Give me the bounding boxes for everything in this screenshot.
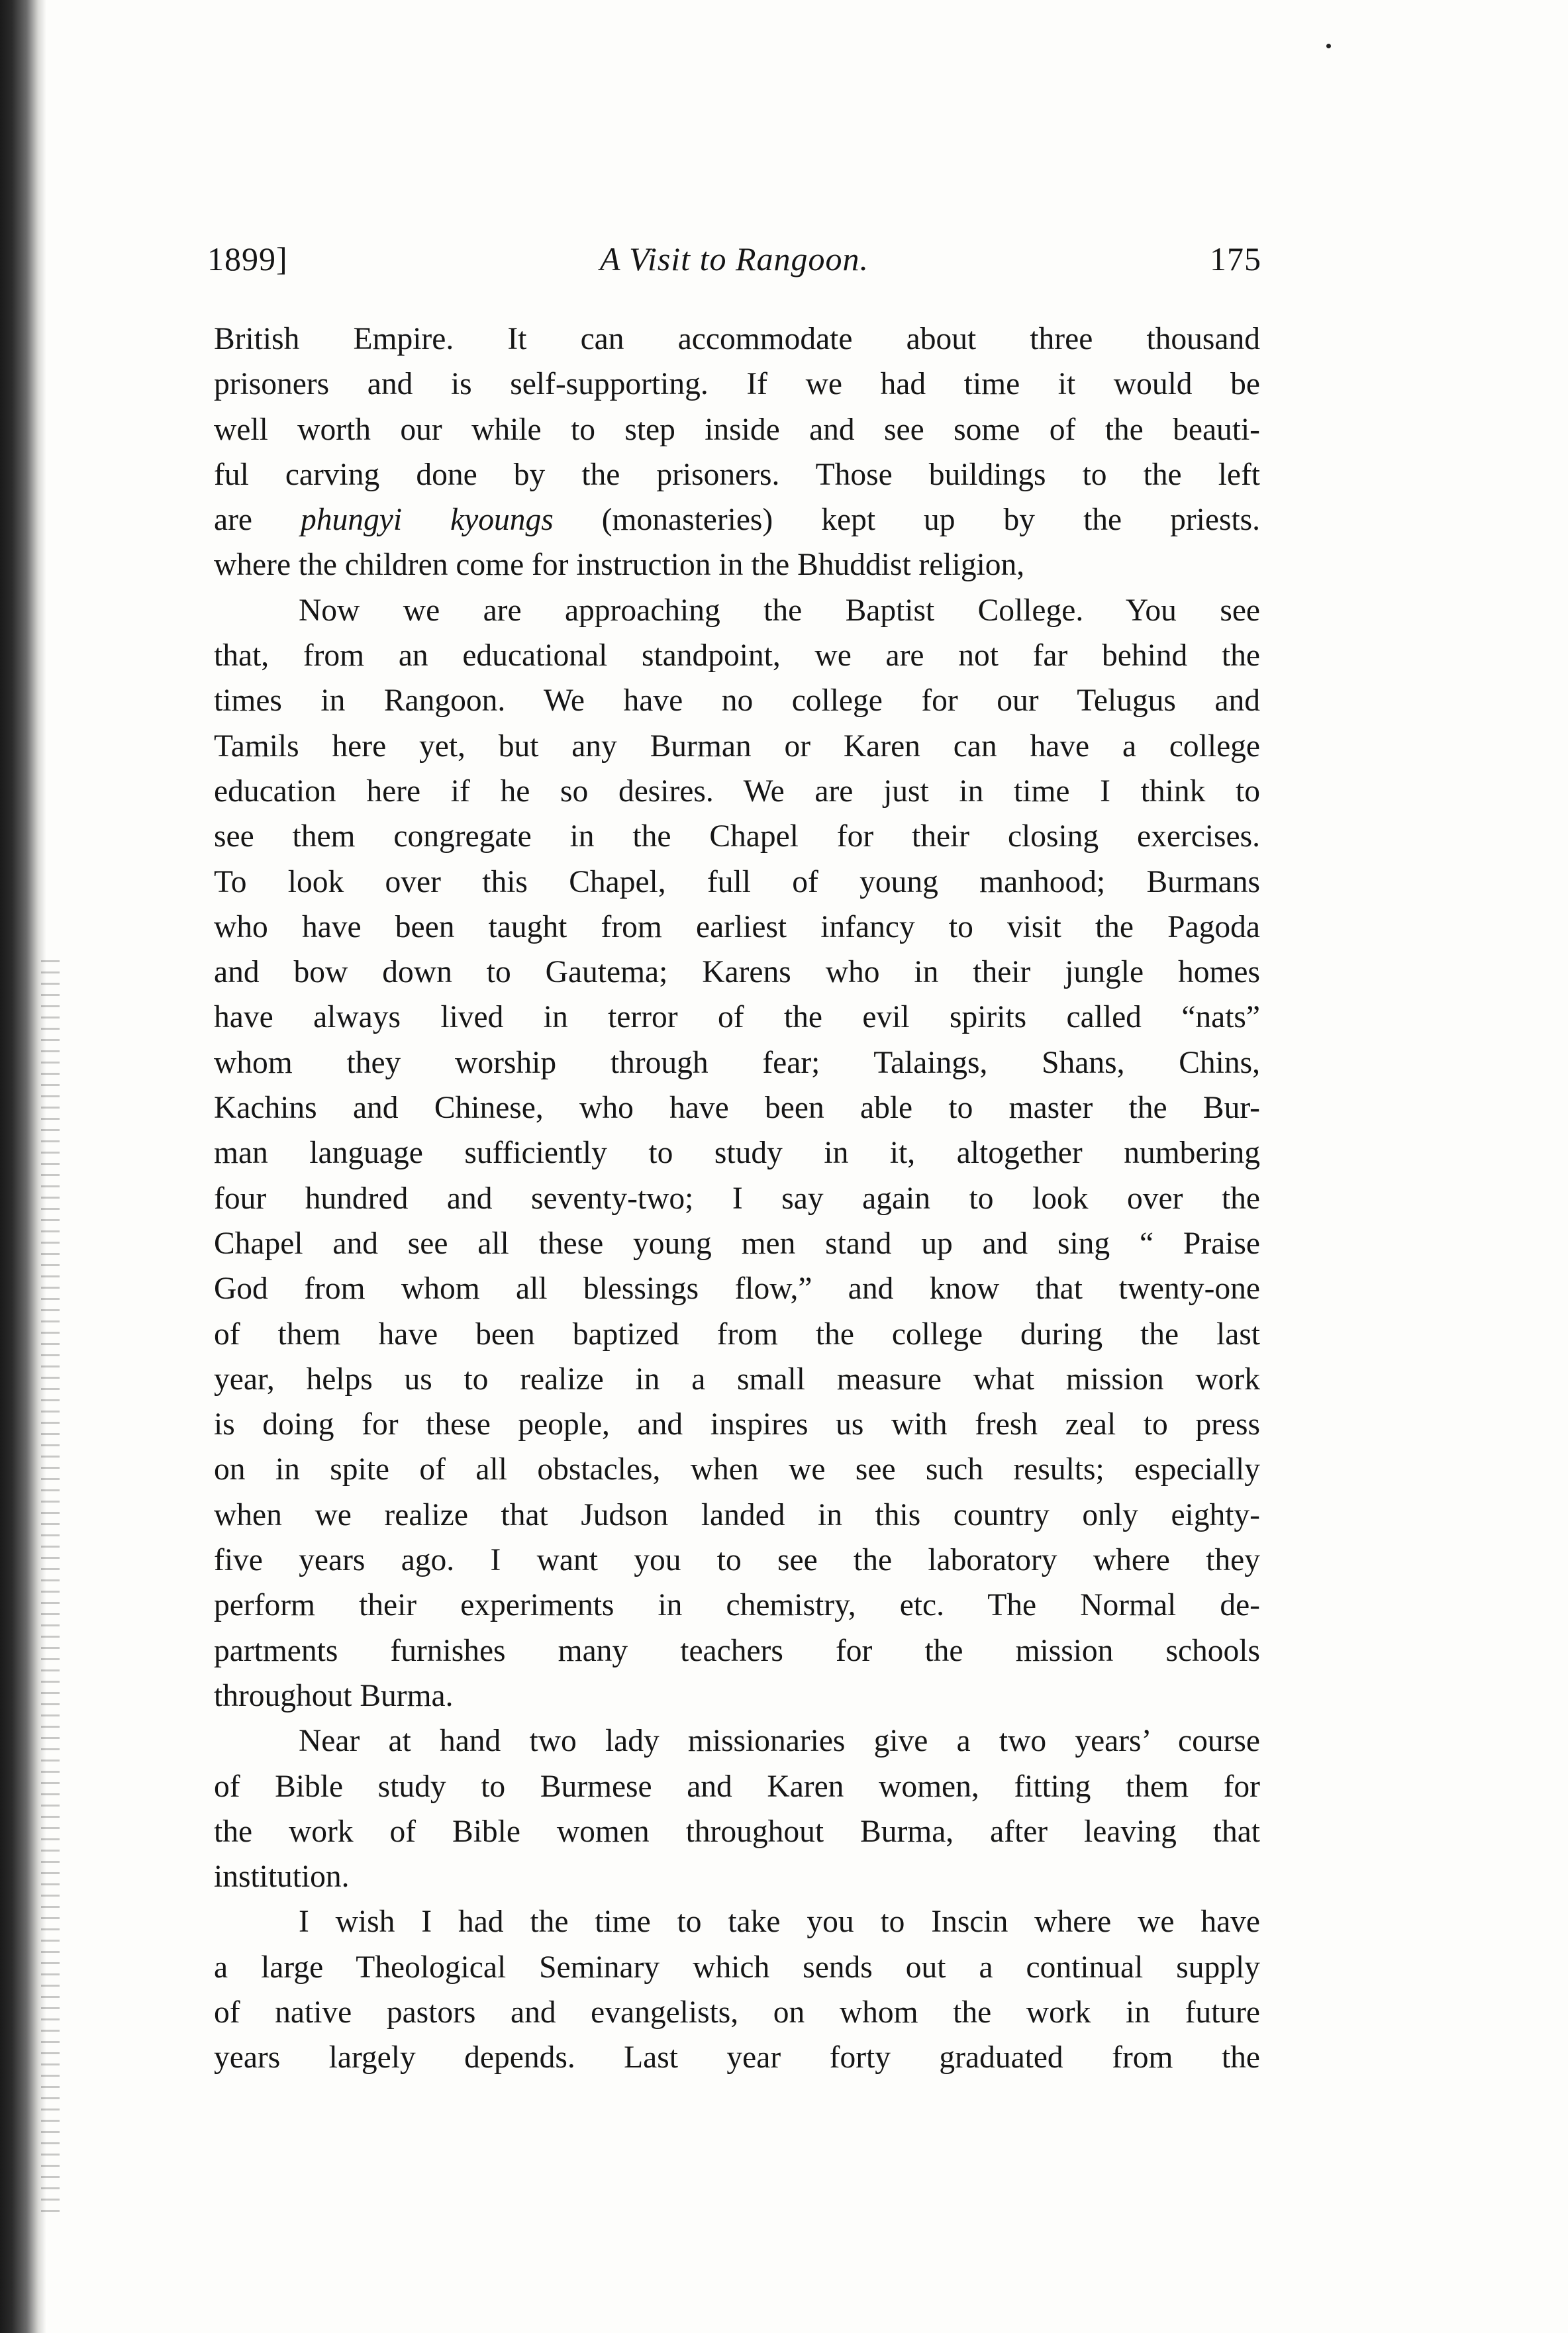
text-line: British Empire. It can accommodate about three thousand	[214, 322, 1260, 356]
text-line: prisoners and is self-supporting. If we had time it would be	[214, 367, 1260, 402]
text-line: are phungyi kyoungs (monasteries) kept up by the priests.	[214, 503, 1260, 538]
running-head-title: A Visit to Rangoon.	[599, 240, 869, 277]
text-line: education here if he so desires. We are just in time I think to	[214, 773, 1260, 809]
text-line: and bow down to Gautema; Karens who in their jungle homes	[214, 955, 1260, 990]
binding-shadow	[41, 960, 60, 2218]
running-head	[207, 240, 1261, 293]
text-line: throughout Burma.	[214, 1678, 454, 1713]
italic-term: phungyi kyoungs	[301, 503, 554, 538]
text-line: partments furnishes many teachers for the mission schools	[214, 1633, 1260, 1668]
text-line: years largely depends. Last year forty graduated from the	[214, 2040, 1260, 2075]
binding-edge	[0, 0, 46, 2333]
text-line: man language sufficiently to study in it, altogether numbering	[214, 1136, 1260, 1171]
text-line: Kachins and Chinese, who have been able to master the Bur-	[214, 1091, 1260, 1126]
text-line: I wish I had the time to take you to Inscin where we have	[299, 1905, 1260, 1940]
text-line: year, helps us to realize in a small measure what mission work	[214, 1362, 1260, 1397]
text-line: God from whom all blessings flow,” and know that twenty-one	[214, 1271, 1260, 1307]
page-number: 175	[1210, 240, 1261, 277]
text-line: that, from an educational standpoint, we are not far behind the	[214, 638, 1260, 673]
text-line: is doing for these people, and inspires us with fresh zeal to press	[214, 1407, 1260, 1442]
text-line: see them congregate in the Chapel for their closing exercises.	[214, 819, 1260, 854]
text-line: where the children come for instruction in the Bhuddist religion,	[214, 548, 1025, 583]
text-line: the work of Bible women throughout Burma, after leaving that	[214, 1814, 1260, 1849]
text-line: well worth our while to step inside and see some of the beauti-	[214, 412, 1260, 447]
scan-speck	[1326, 44, 1331, 48]
text-line: Chapel and see all these young men stand up and sing “ Praise	[214, 1226, 1260, 1261]
text-line: perform their experiments in chemistry, etc. The Normal de-	[214, 1588, 1260, 1623]
text-line: Near at hand two lady missionaries give a two years’ course	[299, 1724, 1260, 1759]
text-line: on in spite of all obstacles, when we see such results; especially	[214, 1452, 1260, 1487]
text-line: have always lived in terror of the evil spirits called “nats”	[214, 1000, 1260, 1035]
text-line: when we realize that Judson landed in this country only eighty-	[214, 1497, 1260, 1532]
text-line: times in Rangoon. We have no college for our Telugus and	[214, 683, 1260, 719]
text-line: Tamils here yet, but any Burman or Karen can have a college	[214, 728, 1260, 764]
running-head-year: 1899]	[207, 240, 288, 277]
text-line: a large Theological Seminary which sends out a continual supply	[214, 1950, 1260, 1985]
text-line: of Bible study to Burmese and Karen women, fitting them for	[214, 1769, 1260, 1804]
text-line: of native pastors and evangelists, on whom the work in future	[214, 1995, 1260, 2030]
text-line: institution.	[214, 1860, 350, 1895]
body-text	[214, 317, 1260, 2081]
text-line: who have been taught from earliest infancy to visit the Pagoda	[214, 909, 1260, 944]
text-line: of them have been baptized from the college during the last	[214, 1316, 1260, 1352]
text-line: ful carving done by the prisoners. Those buildings to the left	[214, 457, 1260, 492]
text-line: four hundred and seventy-two; I say again to look over the	[214, 1181, 1260, 1216]
text-line: whom they worship through fear; Talaings, Shans, Chins,	[214, 1045, 1260, 1080]
text-line: Now we are approaching the Baptist College. You see	[299, 593, 1260, 628]
text-line: To look over this Chapel, full of young manhood; Burmans	[214, 864, 1260, 899]
text-line: five years ago. I want you to see the laboratory where they	[214, 1543, 1260, 1578]
